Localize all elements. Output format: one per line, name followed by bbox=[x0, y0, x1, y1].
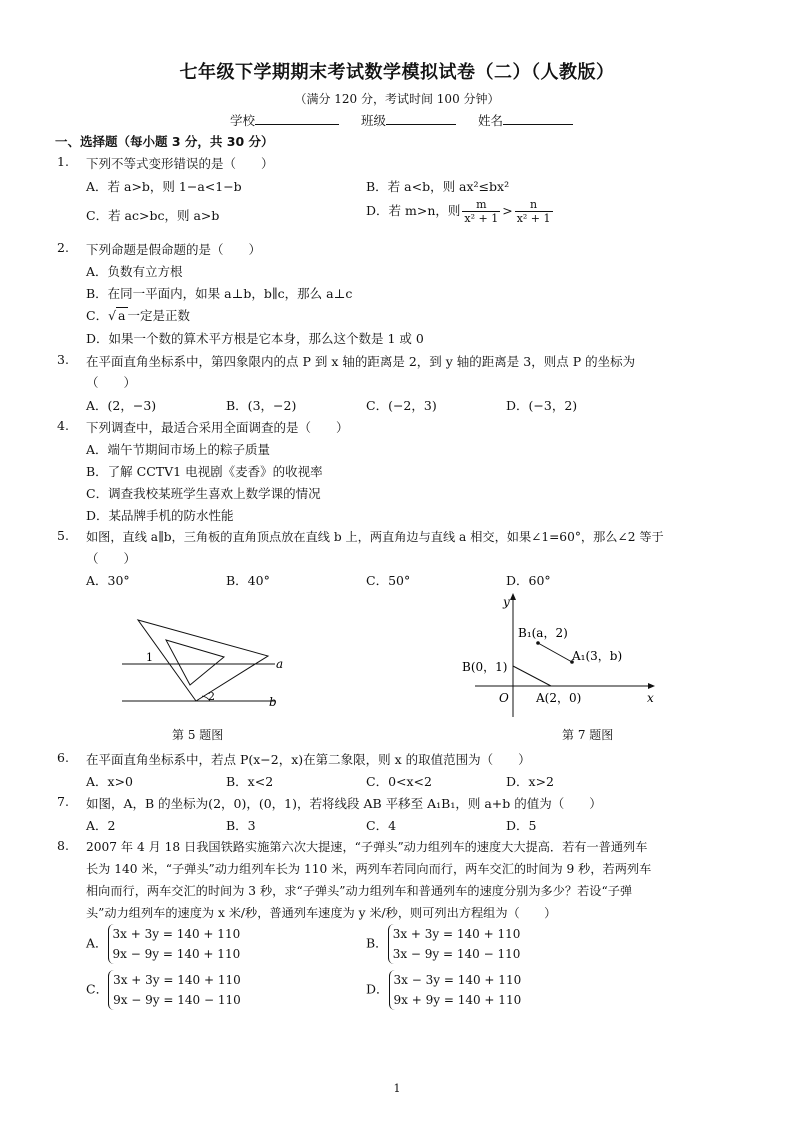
line-b-label: b bbox=[269, 695, 277, 709]
sqrt-icon: √ bbox=[108, 308, 117, 323]
question-number: 2. bbox=[57, 240, 69, 255]
school-label: 学校 bbox=[230, 113, 256, 128]
q7-option-a[interactable]: A．2 bbox=[86, 818, 116, 833]
q3-option-d[interactable]: D．(−3，2) bbox=[506, 398, 578, 413]
equation: 9x − 9y = 140 + 110 bbox=[112, 947, 241, 961]
section-heading: 一、选择题（每小题 3 分，共 30 分） bbox=[55, 134, 274, 149]
point-b1 bbox=[536, 641, 540, 645]
y-axis-label: y bbox=[503, 595, 510, 609]
figure-7-diagram bbox=[455, 592, 665, 720]
question-8-line-2: 长为 140 米，“子弹头”动力组列车长为 110 米，两列车若同向而行，两车交汇的时间为 9 秒，若两列车 bbox=[86, 862, 652, 876]
q4-option-b[interactable]: B．了解 CCTV1 电视剧《麦香》的收视率 bbox=[86, 464, 323, 479]
q3-option-b[interactable]: B．(3，−2) bbox=[226, 398, 297, 413]
question-2-stem: 下列命题是假命题的是（ ） bbox=[86, 242, 262, 257]
point-b-label: B(0，1) bbox=[462, 660, 508, 674]
question-3-stem: 在平面直角坐标系中，第四象限内的点 P 到 x 轴的距离是 2，到 y 轴的距离是 3，则点 P 的坐标为 bbox=[86, 354, 636, 369]
fraction bbox=[462, 198, 500, 225]
equation-system bbox=[389, 970, 522, 1010]
fraction bbox=[515, 198, 553, 225]
q5-option-d[interactable]: D．60° bbox=[506, 573, 551, 588]
equation-system bbox=[108, 924, 241, 964]
q6-option-d[interactable]: D．x>2 bbox=[506, 774, 554, 789]
segment-ab bbox=[513, 666, 551, 686]
question-number: 1. bbox=[57, 154, 69, 169]
question-number: 4. bbox=[57, 418, 69, 433]
q1-option-d-prefix: D．若 m>n，则 bbox=[366, 203, 461, 218]
relation-symbol: > bbox=[502, 203, 513, 218]
q2-option-c[interactable] bbox=[86, 306, 190, 324]
equation: 9x − 9y = 140 − 110 bbox=[113, 993, 241, 1007]
question-3-stem-cont: （ ） bbox=[86, 375, 137, 390]
q2-option-b[interactable]: B．在同一平面内，如果 a⊥b，b∥c，那么 a⊥c bbox=[86, 286, 353, 301]
q2-option-d[interactable]: D．如果一个数的算术平方根是它本身，那么这个数是 1 或 0 bbox=[86, 331, 424, 346]
question-number: 6. bbox=[57, 750, 69, 765]
q7-option-d[interactable]: D．5 bbox=[506, 818, 537, 833]
question-number: 7. bbox=[57, 794, 69, 809]
question-5-stem: 如图，直线 a∥b，三角板的直角顶点放在直线 b 上，两直角边与直线 a 相交，如果∠1=60°，那么∠2 等于 bbox=[86, 530, 664, 544]
q4-option-d[interactable]: D．某品牌手机的防水性能 bbox=[86, 508, 234, 523]
option-letter: A． bbox=[86, 935, 108, 951]
question-5-stem-cont: （ ） bbox=[86, 551, 137, 566]
radicand: a bbox=[118, 308, 126, 323]
x-axis-arrow-icon bbox=[648, 683, 655, 689]
numerator: n bbox=[515, 198, 553, 212]
q2-option-a[interactable]: A．负数有立方根 bbox=[86, 264, 183, 279]
option-letter: B． bbox=[366, 935, 388, 951]
name-label: 姓名 bbox=[477, 113, 503, 128]
q4-option-c[interactable]: C．调查我校某班学生喜欢上数学课的情况 bbox=[86, 486, 321, 501]
q4-option-a[interactable]: A．端午节期间市场上的粽子质量 bbox=[86, 442, 271, 457]
y-axis-arrow-icon bbox=[510, 593, 516, 600]
question-number: 8. bbox=[57, 838, 69, 853]
q1-option-c[interactable]: C．若 ac>bc，则 a>b bbox=[86, 208, 220, 223]
angle-2-label: 2 bbox=[208, 690, 215, 703]
equation: 3x − 3y = 140 + 110 bbox=[393, 973, 522, 987]
equation: 3x + 3y = 140 + 110 bbox=[112, 927, 241, 941]
q7-option-b[interactable]: B．3 bbox=[226, 818, 256, 833]
question-8-line-1: 2007 年 4 月 18 日我国铁路实施第六次大提速，“子弹头”动力组列车的速度大大提高．若有一普通列车 bbox=[86, 840, 648, 854]
set-square-inner bbox=[166, 640, 224, 685]
q8-option-c[interactable] bbox=[86, 970, 241, 1010]
class-label: 班级 bbox=[360, 113, 386, 128]
x-axis-label: x bbox=[647, 691, 654, 705]
school-blank[interactable] bbox=[255, 112, 339, 125]
equation: 3x + 3y = 140 + 110 bbox=[392, 927, 521, 941]
q1-option-a[interactable]: A．若 a>b，则 1−a<1−b bbox=[86, 179, 242, 194]
option-text: 一定是正数 bbox=[127, 308, 191, 323]
equation: 3x + 3y = 140 + 110 bbox=[113, 973, 241, 987]
point-b1-label: B₁(a，2) bbox=[518, 626, 568, 640]
denominator: x² + 1 bbox=[516, 212, 551, 225]
question-7-stem: 如图，A，B 的坐标为(2，0)，(0，1)，若将线段 AB 平移至 A₁B₁，则 a+b 的值为（ ） bbox=[86, 796, 602, 811]
option-letter: D． bbox=[366, 981, 389, 997]
point-a-label: A(2，0) bbox=[536, 691, 582, 705]
equation: 3x − 9y = 140 − 110 bbox=[392, 947, 521, 961]
question-6-stem: 在平面直角坐标系中，若点 P(x−2，x)在第二象限，则 x 的取值范围为（ ） bbox=[86, 752, 531, 767]
question-4-stem: 下列调查中，最适合采用全面调查的是（ ） bbox=[86, 420, 349, 435]
numerator: m bbox=[462, 198, 500, 212]
q3-option-c[interactable]: C．(−2，3) bbox=[366, 398, 437, 413]
question-number: 5. bbox=[57, 528, 69, 543]
set-square-outer bbox=[138, 620, 268, 701]
q5-option-c[interactable]: C．50° bbox=[366, 573, 411, 588]
line-a-label: a bbox=[276, 657, 284, 671]
segment-a1b1 bbox=[538, 643, 572, 662]
q8-option-a[interactable] bbox=[86, 924, 240, 964]
exam-subtitle: （满分 120 分，考试时间 100 分钟） bbox=[294, 92, 500, 106]
name-blank[interactable] bbox=[503, 112, 573, 125]
student-info-fields bbox=[230, 111, 573, 129]
figure-5-diagram bbox=[110, 610, 300, 715]
point-a1-label: A₁(3，b) bbox=[572, 649, 623, 663]
q3-option-a[interactable]: A．(2，−3) bbox=[86, 398, 157, 413]
angle-1-label: 1 bbox=[146, 651, 153, 664]
q8-option-d[interactable] bbox=[366, 970, 521, 1010]
figure-7-caption: 第 7 题图 bbox=[562, 728, 614, 742]
question-1-stem: 下列不等式变形错误的是（ ） bbox=[86, 156, 274, 171]
question-8-line-3: 相向而行，两车交汇的时间为 3 秒，求“子弹头”动力组列车和普通列车的速度分别为多少？若设“子弹 bbox=[86, 884, 633, 898]
q5-option-a[interactable]: A．30° bbox=[86, 573, 130, 588]
q6-option-a[interactable]: A．x>0 bbox=[86, 774, 134, 789]
denominator: x² + 1 bbox=[464, 212, 499, 225]
q1-option-d[interactable] bbox=[366, 198, 555, 225]
origin-label: O bbox=[499, 691, 509, 705]
equation-system bbox=[108, 970, 241, 1010]
option-letter: C． bbox=[86, 981, 109, 997]
equation-system bbox=[388, 924, 521, 964]
figure-5-caption: 第 5 题图 bbox=[172, 728, 224, 742]
q6-option-b[interactable]: B．x<2 bbox=[226, 774, 274, 789]
page-title: 七年级下学期期末考试数学模拟试卷（二）（人教版） bbox=[179, 62, 615, 83]
question-8-line-4: 头”动力组列车的速度为 x 米/秒，普通列车速度为 y 米/秒，则可列出方程组为（ ） bbox=[86, 906, 557, 920]
equation: 9x + 9y = 140 + 110 bbox=[393, 993, 522, 1007]
option-letter: C． bbox=[86, 308, 109, 323]
class-blank[interactable] bbox=[386, 112, 456, 125]
q1-option-b[interactable]: B．若 a<b，则 ax²≤bx² bbox=[366, 179, 510, 194]
q6-option-c[interactable]: C．0<x<2 bbox=[366, 774, 432, 789]
question-number: 3. bbox=[57, 352, 69, 367]
q7-option-c[interactable]: C．4 bbox=[366, 818, 397, 833]
q8-option-b[interactable] bbox=[366, 924, 520, 964]
page-number: 1 bbox=[393, 1082, 401, 1095]
q5-option-b[interactable]: B．40° bbox=[226, 573, 270, 588]
